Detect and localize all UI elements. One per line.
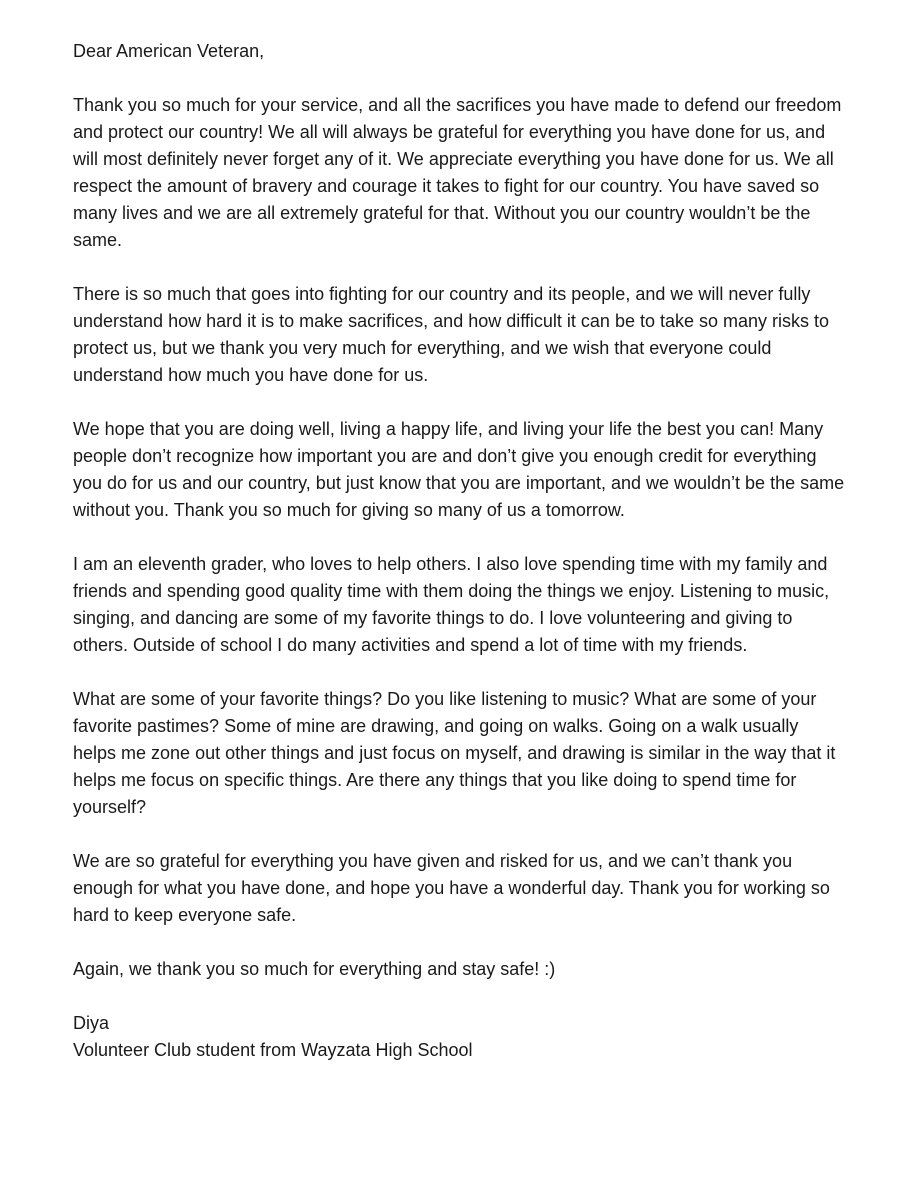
letter-paragraph-gratitude: We are so grateful for everything you have given and risked for us, and we can’t thank you enough for what you have done, and hope you have a wonderful day. Thank you for working so hard to keep everyone safe. (73, 851, 830, 925)
letter-paragraph-hope: We hope that you are doing well, living a happy life, and living your life the best you can! Many people don’t recognize how important you are and don’t give you enough credit for everything you do for us and our country, but just know that you are important, and we wouldn’t be the same without you. Thank you so much for giving so many of us a tomorrow. (73, 419, 845, 520)
letter-paragraph-understanding: There is so much that goes into fighting for our country and its people, and we will never fully understand how hard it is to make sacrifices, and how difficult it can be to take so many risks to protect us, but we thank you very much for everything, and we wish that everyone could understand how much you have done for us. (73, 284, 830, 385)
letter-paragraph-about-me: I am an eleventh grader, who loves to help others. I also love spending time with my family and friends and spending good quality time with them doing the things we enjoy. Listening to music, singing, and dancing are some of my favorite things to do. I love volunteering and giving to others. Outside of school I do many activities and spend a lot of time with my friends. (73, 554, 830, 655)
salutation: Dear American Veteran, (73, 41, 265, 61)
letter-body (73, 38, 845, 1064)
signature-role: Volunteer Club student from Wayzata High School (73, 1040, 473, 1060)
letter-paragraph-thanks: Thank you so much for your service, and all the sacrifices you have made to defend our freedom and protect our country! We all will always be grateful for everything you have done for us, and will most definitely never forget any of it. We appreciate everything you have done for us. We all respect the amount of bravery and courage it takes to fight for our country. You have saved so many lives and we are all extremely grateful for that. Without you our country wouldn’t be the same. (73, 95, 842, 250)
signature-name: Diya (73, 1013, 110, 1033)
signature-block (73, 1010, 845, 1064)
letter-paragraph-questions: What are some of your favorite things? Do you like listening to music? What are some of your favorite pastimes? Some of mine are drawing, and going on walks. Going on a walk usually helps me zone out other things and just focus on myself, and drawing is similar in the way that it helps me focus on specific things. Are there any things that you like doing to spend time for yourself? (73, 689, 836, 817)
closing-line: Again, we thank you so much for everything and stay safe! :) (73, 959, 556, 979)
